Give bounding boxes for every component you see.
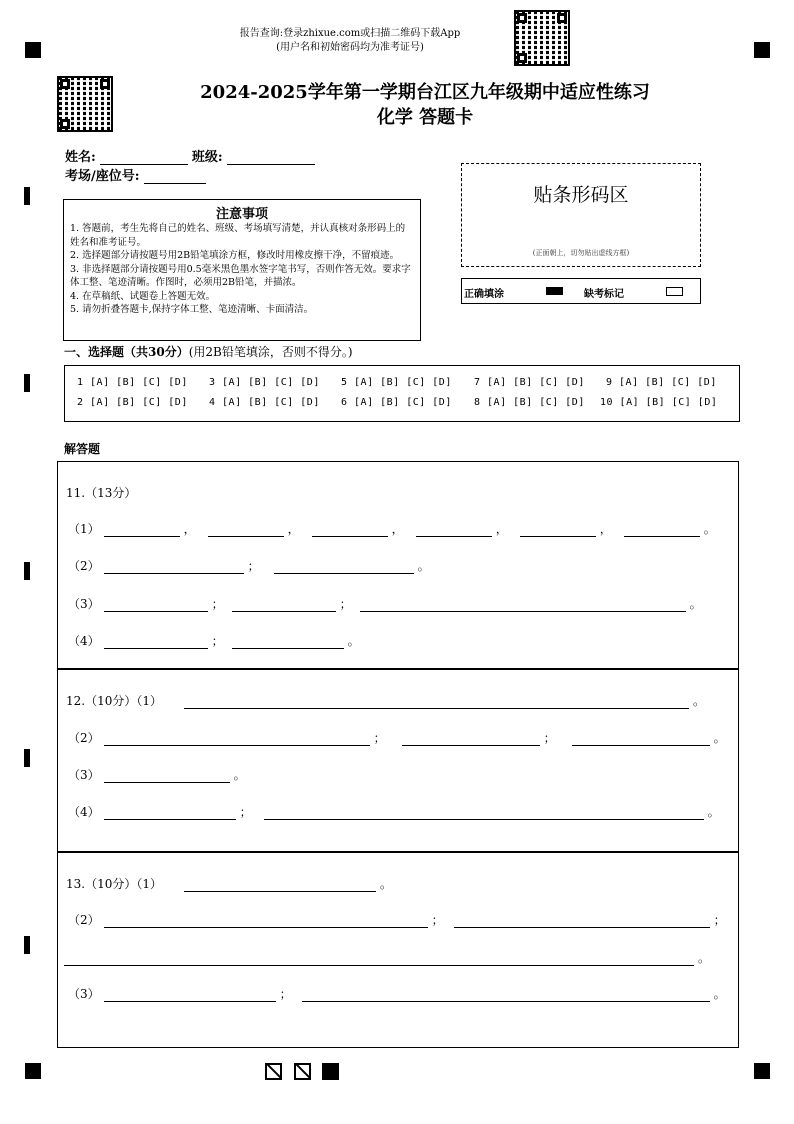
answer-blank[interactable]	[402, 731, 540, 746]
answer-blank[interactable]	[104, 597, 208, 612]
semicolon: ；	[339, 597, 352, 611]
choice-item[interactable]: 1 [A] [B] [C] [D]	[77, 377, 188, 388]
class-field[interactable]	[227, 150, 315, 165]
question-13-title: 13.（10分）（1）	[66, 877, 162, 891]
period: 。	[698, 951, 711, 965]
correct-fill-sample	[546, 287, 563, 295]
period: 。	[707, 805, 720, 819]
answer-blank[interactable]	[232, 597, 336, 612]
notice-item: 5. 请勿折叠答题卡,保持字体工整、笔迹清晰、卡面清洁。	[70, 304, 314, 315]
choice-item[interactable]: 4 [A] [B] [C] [D]	[209, 397, 320, 408]
student-qr-code	[57, 76, 113, 132]
q13-part2	[68, 911, 726, 928]
part-label: （2）	[68, 913, 100, 927]
answer-blank[interactable]	[302, 987, 710, 1002]
answer-blank[interactable]	[104, 913, 428, 928]
choice-item[interactable]: 7 [A] [B] [C] [D]	[474, 377, 585, 388]
diagonal-line	[295, 1063, 311, 1080]
choice-item[interactable]: 10 [A] [B] [C] [D]	[600, 397, 718, 408]
q11-part2	[68, 557, 430, 574]
semicolon: ；	[211, 597, 224, 611]
q13-part2-continued	[64, 949, 710, 966]
page-title: 2024-2025学年第一学期台江区九年级期中适应性练习	[200, 82, 650, 103]
period: 。	[417, 559, 430, 573]
name-label: 姓名:	[65, 150, 96, 165]
semicolon: ；	[373, 731, 386, 745]
seat-row	[65, 165, 206, 184]
page-mark-crossed-box	[294, 1063, 311, 1080]
period: 。	[693, 694, 706, 708]
choice-heading	[64, 343, 353, 360]
part-label: （4）	[68, 805, 100, 819]
part-label: （2）	[68, 731, 100, 745]
q11-part1	[68, 520, 716, 537]
corner-mark-bottom-right	[754, 1063, 770, 1079]
choice-item[interactable]: 5 [A] [B] [C] [D]	[341, 377, 452, 388]
answer-heading: 解答题	[64, 442, 101, 456]
question-12-box	[57, 669, 739, 852]
period: 。	[380, 877, 393, 891]
choice-item[interactable]: 6 [A] [B] [C] [D]	[341, 397, 452, 408]
answer-blank[interactable]	[360, 597, 686, 612]
answer-blank[interactable]	[624, 522, 700, 537]
answer-blank[interactable]	[104, 731, 370, 746]
q12-part3	[68, 766, 246, 783]
comma: ，	[183, 522, 196, 536]
semicolon: ；	[431, 913, 444, 927]
barcode-label: 贴条形码区	[533, 184, 629, 206]
corner-mark-bottom-left	[25, 1063, 41, 1079]
part-label: （3）	[68, 597, 100, 611]
answer-blank[interactable]	[104, 522, 180, 537]
name-field[interactable]	[100, 150, 188, 165]
answer-blank[interactable]	[104, 634, 208, 649]
question-11-box	[57, 461, 739, 669]
q12-part4	[68, 803, 720, 820]
seat-field[interactable]	[144, 169, 206, 184]
semicolon: ；	[211, 634, 224, 648]
semicolon: ；	[279, 987, 292, 1001]
comma: ，	[599, 522, 612, 536]
part-label: （4）	[68, 634, 100, 648]
answer-blank[interactable]	[208, 522, 284, 537]
notice-title: 注意事项	[215, 207, 268, 222]
comma: ，	[391, 522, 404, 536]
report-query-line: 报告查询:登录zhixue.com或扫描二维码下载App	[239, 28, 461, 39]
period: 。	[233, 768, 246, 782]
answer-blank[interactable]	[184, 877, 376, 892]
correct-fill-label: 正确填涂	[464, 289, 504, 300]
answer-blank[interactable]	[104, 805, 236, 820]
absent-mark-label: 缺考标记	[584, 289, 624, 300]
timing-mark	[24, 562, 30, 580]
page-subtitle: 化学 答题卡	[376, 107, 474, 128]
answer-blank[interactable]	[454, 913, 710, 928]
answer-blank[interactable]	[264, 805, 704, 820]
timing-mark	[24, 187, 30, 205]
notice-box	[63, 199, 421, 341]
choice-heading-note: (用2B铅笔填涂，否则不得分。)	[188, 345, 353, 359]
answer-blank[interactable]	[104, 987, 276, 1002]
choice-grid	[64, 365, 740, 422]
notice-item: 4. 在草稿纸、试题卷上答题无效。	[70, 290, 216, 302]
answer-blank[interactable]	[232, 634, 344, 649]
choice-item[interactable]: 2 [A] [B] [C] [D]	[77, 397, 188, 408]
period: 。	[703, 522, 716, 536]
diagonal-line	[266, 1063, 282, 1080]
page-mark-crossed-box	[265, 1063, 282, 1080]
semicolon: ；	[239, 805, 252, 819]
answer-blank[interactable]	[312, 522, 388, 537]
q11-part4	[68, 632, 360, 649]
corner-mark-top-right	[754, 42, 770, 58]
barcode-note: (正面朝上，切勿贴出虚线方框)	[532, 249, 630, 257]
question-12-title: 12.（10分）（1）	[66, 694, 162, 708]
notice-item: 2. 选择题部分请按题号用2B铅笔填涂方框，修改时用橡皮擦干净，不留痕迹。	[70, 250, 400, 261]
question-13-box	[57, 852, 739, 1048]
q11-part3	[68, 595, 702, 612]
timing-mark	[24, 749, 30, 767]
answer-blank[interactable]	[104, 768, 230, 783]
part-label: （3）	[68, 768, 100, 782]
comma: ，	[495, 522, 508, 536]
notice-item: 3. 非选择题部分请按题号用0.5毫米黑色墨水签字笔书写，否则作答无效。要求字体工整、笔迹清晰。作图时，必须用2B铅笔，并描浓。	[70, 263, 411, 288]
answer-blank[interactable]	[572, 731, 710, 746]
notice-item: 1. 答题前，考生先将自己的姓名、班级、考场填写清楚，并认真核对条形码上的姓名和准考证号。	[70, 223, 406, 248]
app-qr-code[interactable]	[514, 10, 570, 66]
report-query-note: (用户名和初始密码均为准考证号)	[276, 42, 424, 53]
period: 。	[713, 731, 726, 745]
q12-part2	[68, 729, 726, 746]
q12-part1	[66, 692, 705, 709]
choice-heading-title: 一、选择题（共30分）	[64, 345, 189, 359]
semicolon: ；	[247, 559, 260, 573]
answer-blank[interactable]	[104, 559, 244, 574]
choice-item[interactable]: 3 [A] [B] [C] [D]	[209, 377, 320, 388]
absent-mark-box[interactable]	[666, 287, 683, 296]
answer-blank[interactable]	[64, 951, 694, 966]
timing-mark	[24, 374, 30, 392]
part-label: （3）	[68, 987, 100, 1001]
semicolon: ；	[713, 913, 726, 927]
period: 。	[347, 634, 360, 648]
part-label: （2）	[68, 559, 100, 573]
period: 。	[713, 987, 726, 1001]
seat-label: 考场/座位号:	[65, 169, 140, 184]
answer-blank[interactable]	[274, 559, 414, 574]
corner-mark-top-left	[25, 42, 41, 58]
part-label: （1）	[68, 522, 100, 536]
name-class-row	[65, 146, 315, 165]
barcode-area	[461, 163, 701, 267]
page-mark-solid-box	[322, 1063, 339, 1080]
answer-blank[interactable]	[416, 522, 492, 537]
choice-item[interactable]: 8 [A] [B] [C] [D]	[474, 397, 585, 408]
question-11-title: 11.（13分）	[66, 486, 137, 500]
comma: ，	[287, 522, 300, 536]
timing-mark	[24, 936, 30, 954]
period: 。	[689, 597, 702, 611]
class-label: 班级:	[191, 150, 223, 165]
q13-part1	[66, 875, 392, 892]
choice-item[interactable]: 9 [A] [B] [C] [D]	[606, 377, 717, 388]
answer-blank[interactable]	[184, 694, 689, 709]
semicolon: ；	[543, 731, 556, 745]
answer-blank[interactable]	[520, 522, 596, 537]
fill-legend	[461, 278, 701, 304]
q13-part3	[68, 985, 726, 1002]
